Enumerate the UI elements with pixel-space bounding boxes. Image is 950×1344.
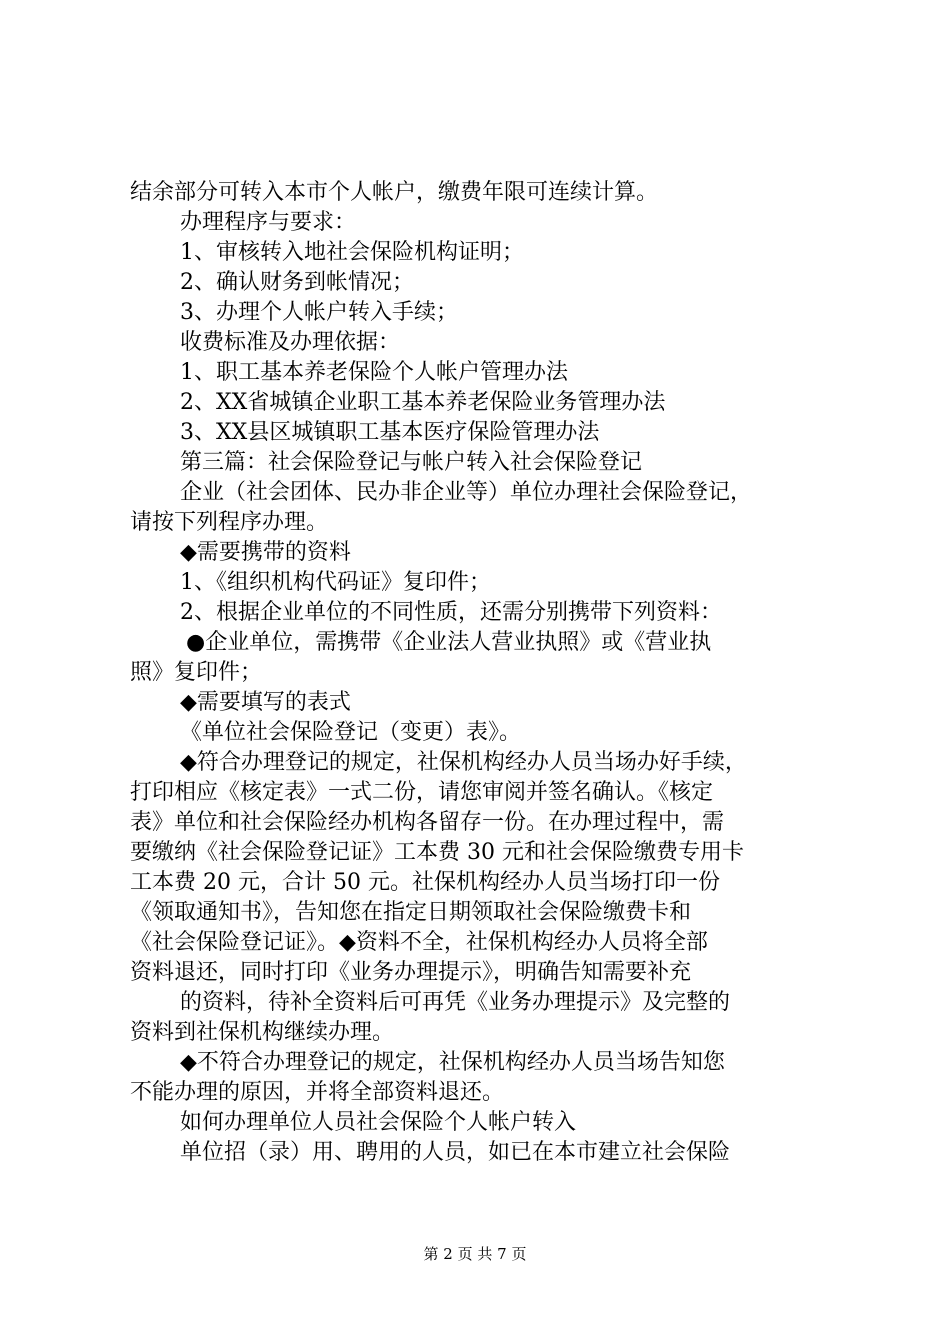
- text-line: 打印相应《核定表》一式二份，请您审阅并签名确认。《核定: [130, 780, 714, 805]
- text-line: 2、根据企业单位的不同性质，还需分别携带下列资料：: [180, 600, 722, 625]
- text-line: ◆需要填写的表式: [180, 690, 351, 715]
- text-line: 3、XX县区城镇职工基本医疗保险管理办法: [180, 420, 600, 445]
- text-line: 表》单位和社会保险经办机构各留存一份。在办理过程中，需: [130, 810, 725, 835]
- document-body: [130, 178, 830, 1168]
- text-line: 3、办理个人帐户转入手续；: [180, 300, 458, 325]
- text-line: 的资料，待补全资料后可再凭《业务办理提示》及完整的: [180, 990, 731, 1015]
- text-line: 资料到社保机构继续办理。: [130, 1020, 395, 1045]
- text-line: 《领取通知书》，告知您在指定日期领取社会保险缴费卡和: [130, 900, 692, 925]
- text-line: 第三篇：社会保险登记与帐户转入社会保险登记: [180, 450, 643, 475]
- text-line: 不能办理的原因，并将全部资料退还。: [130, 1080, 505, 1105]
- text-line: 照》复印件；: [130, 660, 263, 685]
- text-line: 结余部分可转入本市个人帐户，缴费年限可连续计算。: [130, 180, 659, 205]
- text-line: 资料退还，同时打印《业务办理提示》，明确告知需要补充: [130, 960, 692, 985]
- text-line: 《社会保险登记证》。◆资料不全，社保机构经办人员将全部: [130, 930, 708, 955]
- text-line: 2、确认财务到帐情况；: [180, 270, 414, 295]
- text-line: ◆不符合办理登记的规定，社保机构经办人员当场告知您: [180, 1050, 725, 1075]
- text-line: 办理程序与要求：: [180, 210, 357, 235]
- text-line: 请按下列程序办理。: [130, 510, 329, 535]
- text-line: 单位招（录）用、聘用的人员，如已在本市建立社会保险: [180, 1140, 731, 1165]
- text-line: ◆符合办理登记的规定，社保机构经办人员当场办好手续，: [180, 750, 747, 775]
- text-line: 1、职工基本养老保险个人帐户管理办法: [180, 360, 568, 385]
- text-line: 2、XX省城镇企业职工基本养老保险业务管理办法: [180, 390, 666, 415]
- text-line: 1、审核转入地社会保险机构证明；: [180, 240, 524, 265]
- text-line: ●企业单位，需携带《企业法人营业执照》或《营业执: [186, 630, 712, 655]
- text-line: 企业（社会团体、民办非企业等）单位办理社会保险登记，: [180, 480, 753, 505]
- text-line: 工本费 20 元，合计 50 元。社保机构经办人员当场打印一份: [130, 870, 720, 895]
- text-line: 1、《组织机构代码证》复印件；: [180, 570, 491, 595]
- text-line: 《单位社会保险登记（变更）表》。: [180, 720, 522, 745]
- text-line: 收费标准及办理依据：: [180, 330, 401, 355]
- page-number-footer: 第 2 页 共 7 页: [423, 1245, 527, 1263]
- text-line: ◆需要携带的资料: [180, 540, 351, 565]
- text-line: 要缴纳《社会保险登记证》工本费 30 元和社会保险缴费专用卡: [130, 840, 744, 865]
- text-line: 如何办理单位人员社会保险个人帐户转入: [180, 1110, 577, 1135]
